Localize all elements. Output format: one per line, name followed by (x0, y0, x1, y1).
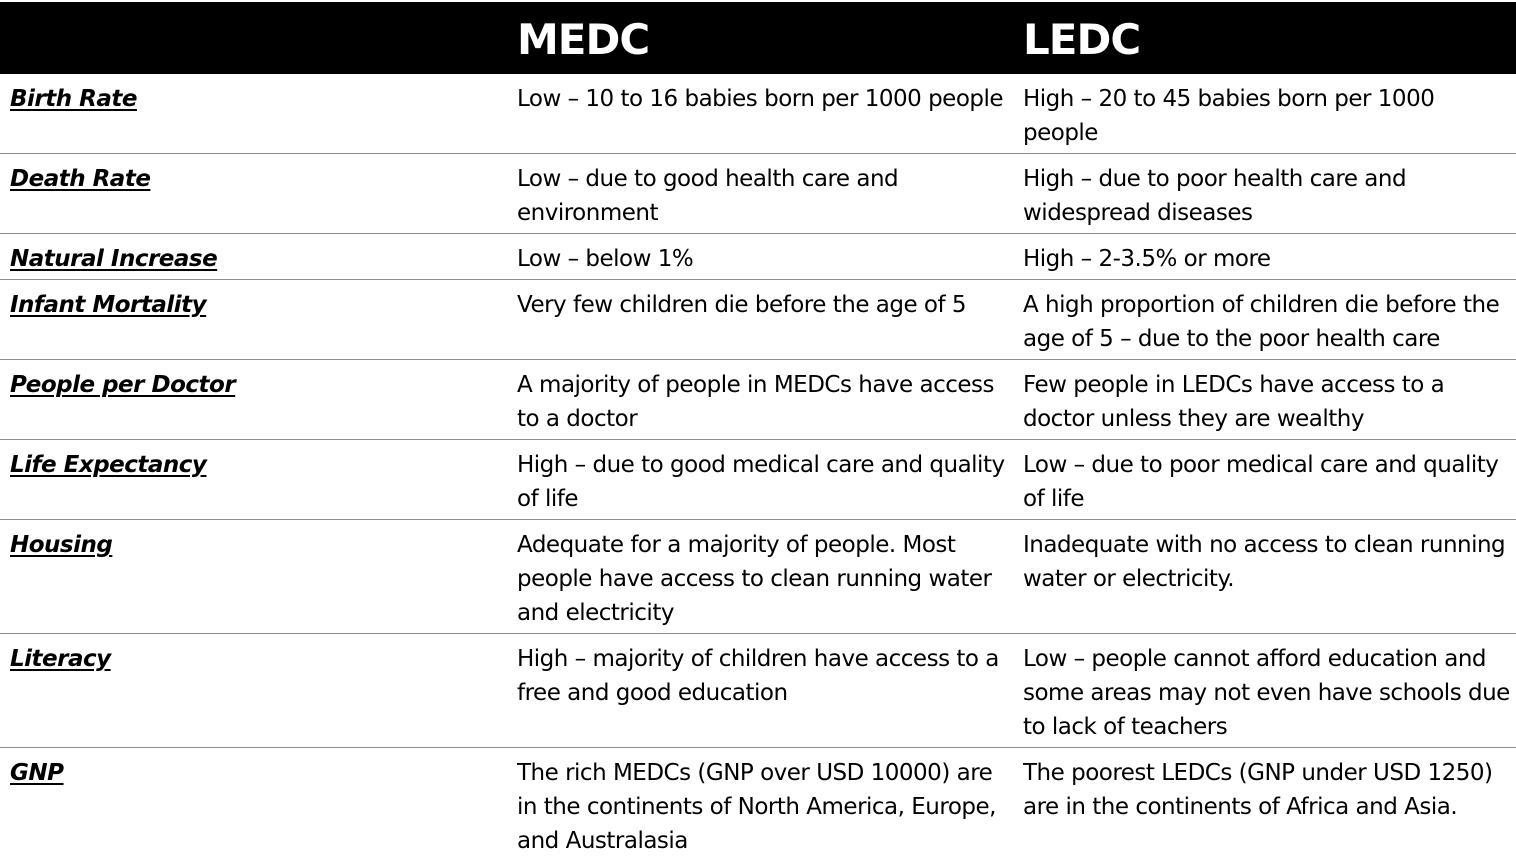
medc-cell: Very few children die before the age of 5 (517, 292, 967, 318)
medc-cell: High – due to good medical care and quality of life (517, 452, 1005, 512)
row-label: Literacy (10, 646, 111, 672)
medc-cell: The rich MEDCs (GNP over USD 10000) are in the continents of North America, Europe, and Australasia (517, 760, 996, 854)
medc-column-header: MEDC (517, 15, 650, 64)
medc-cell: A majority of people in MEDCs have access to a doctor (517, 372, 995, 432)
medc-cell: Low – below 1% (517, 246, 694, 272)
ledc-cell: High – due to poor health care and widespread diseases (1023, 166, 1407, 226)
ledc-cell: High – 2-3.5% or more (1023, 246, 1271, 272)
table-row (0, 234, 1516, 280)
table-row (0, 360, 1516, 440)
medc-cell: High – majority of children have access to a free and good education (517, 646, 999, 706)
row-label: Infant Mortality (10, 292, 207, 318)
table-row (0, 634, 1516, 748)
table-row (0, 748, 1516, 857)
ledc-column-header: LEDC (1023, 15, 1141, 64)
ledc-cell: High – 20 to 45 babies born per 1000 people (1023, 86, 1435, 146)
table-header (0, 0, 1516, 74)
ledc-cell: Low – due to poor medical care and quality of life (1023, 452, 1499, 512)
medc-cell: Low – 10 to 16 babies born per 1000 people (517, 86, 1004, 112)
ledc-cell: Few people in LEDCs have access to a doctor unless they are wealthy (1023, 372, 1445, 432)
table-row (0, 440, 1516, 520)
table-row (0, 280, 1516, 360)
row-label: Life Expectancy (10, 452, 207, 478)
table-row (0, 154, 1516, 234)
table-row (0, 74, 1516, 154)
row-label: Birth Rate (10, 86, 137, 112)
row-label: GNP (10, 760, 64, 786)
row-label: Housing (10, 532, 113, 558)
ledc-cell: A high proportion of children die before the age of 5 – due to the poor health care (1023, 292, 1500, 352)
row-label: Natural Increase (10, 246, 218, 272)
ledc-cell: The poorest LEDCs (GNP under USD 1250) are in the continents of Africa and Asia. (1023, 760, 1493, 820)
table-row (0, 520, 1516, 634)
row-label: People per Doctor (10, 372, 236, 398)
ledc-cell: Inadequate with no access to clean running water or electricity. (1023, 532, 1506, 592)
medc-cell: Low – due to good health care and environment (517, 166, 899, 226)
medc-cell: Adequate for a majority of people. Most people have access to clean running water and electricity (517, 532, 992, 626)
row-label: Death Rate (10, 166, 151, 192)
ledc-cell: Low – people cannot afford education and some areas may not even have schools due to lack of teachers (1023, 646, 1510, 740)
table-body (0, 74, 1516, 857)
